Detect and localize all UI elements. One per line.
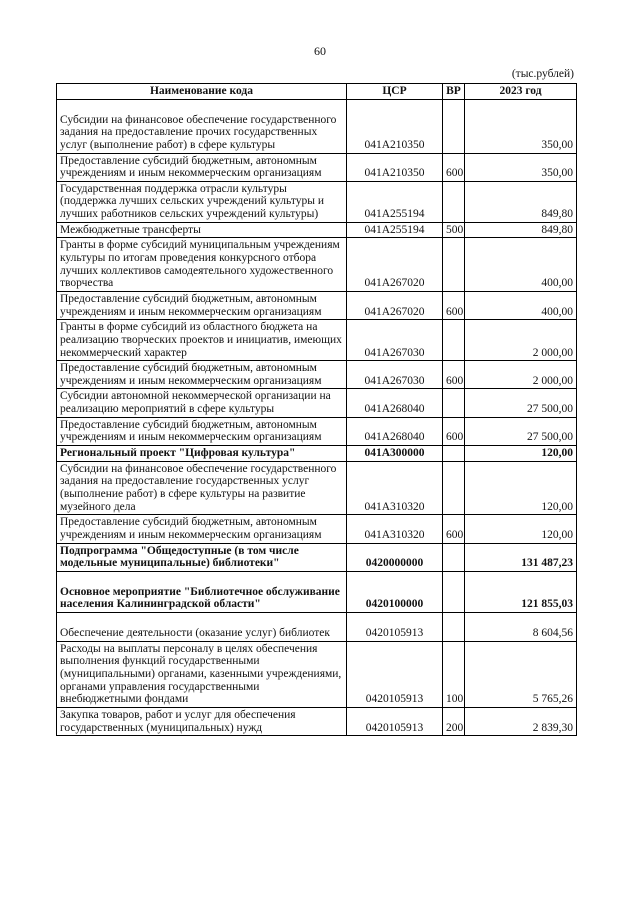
- cell-name: Гранты в форме субсидий муниципальным учреждениям культуры по итогам проведения конкурсного отбора лучших коллективов самодеятельного художественного творчества: [57, 238, 347, 292]
- cell-vr: 500: [443, 222, 465, 238]
- cell-vr: [443, 461, 465, 515]
- cell-amount: 2 000,00: [465, 320, 577, 361]
- cell-name: Расходы на выплаты персоналу в целях обеспечения выполнения функций государственными (муниципальными) органами, казенными учреждениями, органами управления государственными внебюджетными фондами: [57, 641, 347, 707]
- cell-amount: 400,00: [465, 238, 577, 292]
- cell-amount: 400,00: [465, 291, 577, 319]
- cell-code: 0420105913: [347, 613, 443, 642]
- cell-amount: 27 500,00: [465, 389, 577, 417]
- header-code: ЦСР: [347, 84, 443, 100]
- cell-vr: [443, 320, 465, 361]
- cell-code: 0420105913: [347, 707, 443, 735]
- cell-vr: 600: [443, 515, 465, 543]
- cell-code: 041А255194: [347, 222, 443, 238]
- table-row: [57, 181, 577, 222]
- budget-table: [56, 83, 577, 736]
- table-row: [57, 417, 577, 445]
- cell-vr: [443, 389, 465, 417]
- cell-code: 041А210350: [347, 99, 443, 153]
- cell-vr: [443, 613, 465, 642]
- table-row: [57, 361, 577, 389]
- table-row: [57, 461, 577, 515]
- cell-amount: 8 604,56: [465, 613, 577, 642]
- table-row: [57, 320, 577, 361]
- cell-vr: 200: [443, 707, 465, 735]
- cell-name: Субсидии на финансовое обеспечение государственного задания на предоставление государственных услуг (выполнение работ) в сфере культуры на развитие музейного дела: [57, 461, 347, 515]
- cell-amount: 350,00: [465, 99, 577, 153]
- cell-amount: 121 855,03: [465, 571, 577, 612]
- cell-vr: 600: [443, 153, 465, 181]
- units-label: (тыс.рублей): [511, 68, 574, 80]
- table-row: [57, 571, 577, 612]
- cell-amount: 5 765,26: [465, 641, 577, 707]
- cell-code: 041А210350: [347, 153, 443, 181]
- table-row: [57, 446, 577, 462]
- cell-amount: 350,00: [465, 153, 577, 181]
- cell-amount: 131 487,23: [465, 543, 577, 571]
- cell-name: Субсидии автономной некоммерческой организации на реализацию мероприятий в сфере культуры: [57, 389, 347, 417]
- cell-name: Основное мероприятие "Библиотечное обслуживание населения Калининградской области": [57, 571, 347, 612]
- cell-code: 041А268040: [347, 417, 443, 445]
- cell-code: 041А255194: [347, 181, 443, 222]
- cell-vr: [443, 571, 465, 612]
- cell-vr: [443, 446, 465, 462]
- cell-amount: 120,00: [465, 515, 577, 543]
- cell-amount: 2 839,30: [465, 707, 577, 735]
- cell-vr: 600: [443, 361, 465, 389]
- cell-name: Предоставление субсидий бюджетным, автономным учреждениям и иным некоммерческим организациям: [57, 153, 347, 181]
- cell-vr: 100: [443, 641, 465, 707]
- table-row: [57, 543, 577, 571]
- table-row: [57, 291, 577, 319]
- table-row: [57, 238, 577, 292]
- cell-code: 041А300000: [347, 446, 443, 462]
- table-header-row: [57, 84, 577, 100]
- cell-name: Региональный проект "Цифровая культура": [57, 446, 347, 462]
- cell-code: 0420000000: [347, 543, 443, 571]
- page-number: 60: [314, 44, 326, 58]
- cell-code: 041А267030: [347, 361, 443, 389]
- cell-code: 041А310320: [347, 515, 443, 543]
- cell-name: Предоставление субсидий бюджетным, автономным учреждениям и иным некоммерческим организациям: [57, 417, 347, 445]
- cell-code: 041А268040: [347, 389, 443, 417]
- table-row: [57, 153, 577, 181]
- header-vr: ВР: [443, 84, 465, 100]
- header-name: Наименование кода: [57, 84, 347, 100]
- table-row: [57, 222, 577, 238]
- cell-name: Закупка товаров, работ и услуг для обеспечения государственных (муниципальных) нужд: [57, 707, 347, 735]
- header-year: 2023 год: [465, 84, 577, 100]
- cell-vr: [443, 99, 465, 153]
- cell-vr: 600: [443, 417, 465, 445]
- cell-amount: 27 500,00: [465, 417, 577, 445]
- cell-amount: 120,00: [465, 446, 577, 462]
- cell-name: Обеспечение деятельности (оказание услуг) библиотек: [57, 613, 347, 642]
- cell-code: 041А267020: [347, 238, 443, 292]
- table-body: [57, 99, 577, 736]
- cell-code: 041А267030: [347, 320, 443, 361]
- cell-name: Предоставление субсидий бюджетным, автономным учреждениям и иным некоммерческим организациям: [57, 515, 347, 543]
- table-row: [57, 613, 577, 642]
- cell-name: Государственная поддержка отрасли культуры (поддержка лучших сельских учреждений культуры и лучших работников сельских учреждений культуры): [57, 181, 347, 222]
- cell-code: 041А267020: [347, 291, 443, 319]
- cell-vr: 600: [443, 291, 465, 319]
- cell-name: Гранты в форме субсидий из областного бюджета на реализацию творческих проектов и инициатив, имеющих некоммерческий характер: [57, 320, 347, 361]
- cell-name: Межбюджетные трансферты: [57, 222, 347, 238]
- cell-name: Предоставление субсидий бюджетным, автономным учреждениям и иным некоммерческим организациям: [57, 361, 347, 389]
- table-row: [57, 389, 577, 417]
- cell-code: 0420100000: [347, 571, 443, 612]
- cell-name: Предоставление субсидий бюджетным, автономным учреждениям и иным некоммерческим организациям: [57, 291, 347, 319]
- cell-amount: 120,00: [465, 461, 577, 515]
- cell-amount: 849,80: [465, 181, 577, 222]
- cell-vr: [443, 543, 465, 571]
- table-row: [57, 641, 577, 707]
- cell-code: 0420105913: [347, 641, 443, 707]
- cell-code: 041А310320: [347, 461, 443, 515]
- table-row: [57, 515, 577, 543]
- cell-name: Подпрограмма "Общедоступные (в том числе модельные муниципальные) библиотеки": [57, 543, 347, 571]
- table-row: [57, 99, 577, 153]
- cell-name: Субсидии на финансовое обеспечение государственного задания на предоставление прочих государственных услуг (выполнение работ) в сфере культуры: [57, 99, 347, 153]
- cell-vr: [443, 238, 465, 292]
- cell-amount: 849,80: [465, 222, 577, 238]
- cell-amount: 2 000,00: [465, 361, 577, 389]
- table-row: [57, 707, 577, 735]
- cell-vr: [443, 181, 465, 222]
